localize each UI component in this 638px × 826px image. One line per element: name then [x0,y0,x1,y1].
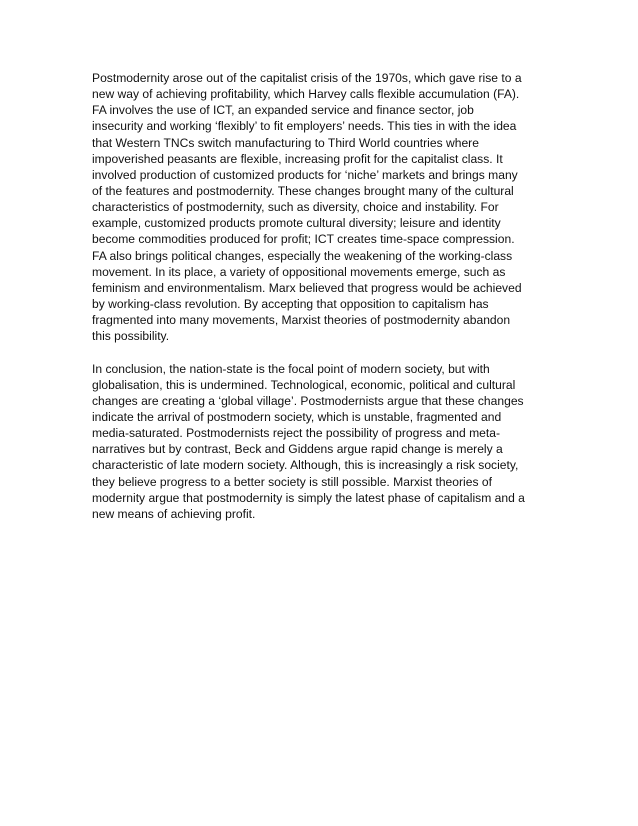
text-line: characteristics of postmodernity, such as diversity, choice and instability. For [92,200,499,215]
text-line: example, customized products promote cultural diversity; leisure and identity [92,216,501,231]
text-line: new means of achieving profit. [92,506,256,521]
text-line: movement. In its place, a variety of oppositional movements emerge, such as [92,264,506,279]
text-line: involved production of customized products for ‘niche’ markets and brings many [92,167,518,182]
text-line: new way of achieving profitability, which Harvey calls flexible accumulation (FA). [92,87,520,102]
text-line: of the features and postmodernity. These changes brought many of the cultural [92,183,514,198]
text-line: by working-class revolution. By accepting that opposition to capitalism has [92,296,489,311]
text-line: this possibility. [92,329,170,344]
text-line: media-saturated. Postmodernists reject the possibility of progress and meta- [92,426,501,441]
text-line: feminism and environmentalism. Marx believed that progress would be achieved [92,280,522,295]
text-line: narratives but by contrast, Beck and Giddens argue rapid change is merely a [92,442,503,457]
text-line: In conclusion, the nation-state is the focal point of modern society, but with [92,361,490,376]
text-line: insecurity and working ‘flexibly’ to fit employers’ needs. This ties in with the idea [92,119,517,134]
text-line: they believe progress to a better society is still possible. Marxist theories of [92,474,492,489]
text-line: globalisation, this is undermined. Technological, economic, political and cultural [92,377,516,392]
text-line: become commodities produced for profit; ICT creates time-space compression. [92,232,515,247]
text-line: FA also brings political changes, especially the weakening of the working-class [92,248,513,263]
paragraph [92,361,552,522]
text-line: fragmented into many movements, Marxist theories of postmodernity abandon [92,313,511,328]
text-line: FA involves the use of ICT, an expanded service and finance sector, job [92,103,474,118]
text-line: Postmodernity arose out of the capitalist crisis of the 1970s, which gave rise to a [92,71,522,85]
text-line: modernity argue that postmodernity is simply the latest phase of capitalism and a [92,490,525,505]
text-line: changes are creating a ‘global village’. Postmodernists argue that these changes [92,393,524,408]
paragraph [92,70,552,344]
text-line: characteristic of late modern society. Although, this is increasingly a risk society, [92,458,519,473]
text-line: indicate the arrival of postmodern society, which is unstable, fragmented and [92,409,502,424]
body-text [92,70,552,522]
paragraph-gap [92,344,552,360]
text-line: that Western TNCs switch manufacturing to Third World countries where [92,135,479,150]
text-line: impoverished peasants are flexible, increasing profit for the capitalist class. It [92,151,503,166]
